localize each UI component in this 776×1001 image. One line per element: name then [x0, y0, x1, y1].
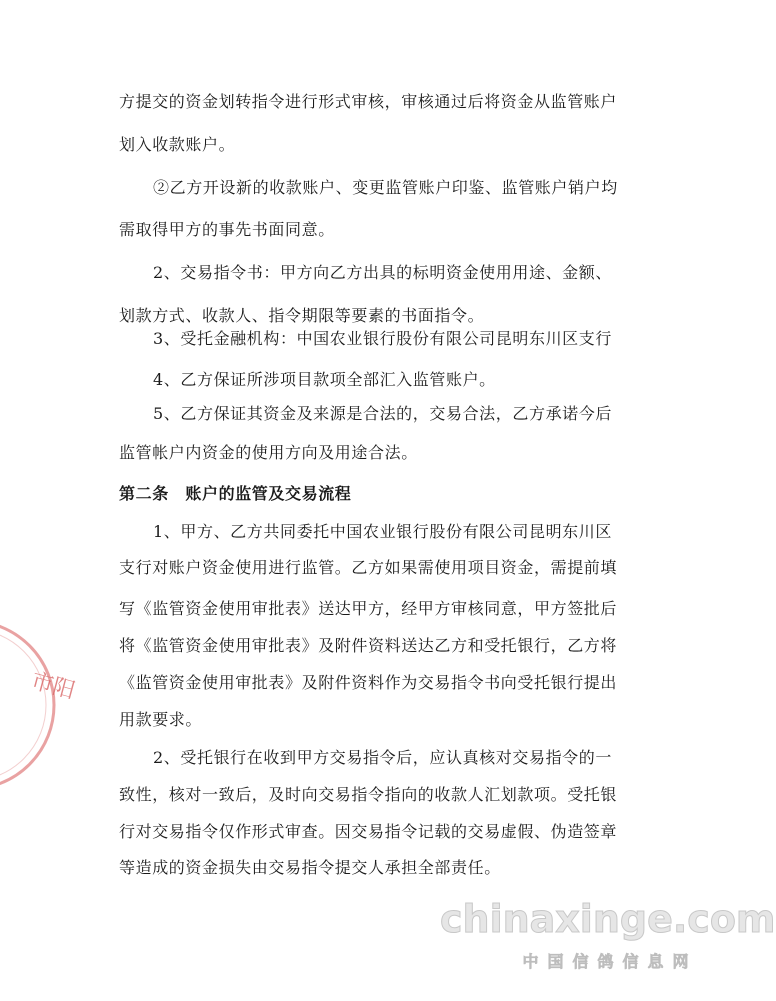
watermark-domain: chinaxinge.com	[440, 897, 776, 941]
official-seal	[0, 615, 78, 795]
body-line-1: 方提交的资金划转指令进行形式审核，审核通过后将资金从监管账户	[119, 92, 618, 111]
body-line-18: 2、受托银行在收到甲方交易指令后，应认真核对交易指令的一	[153, 748, 612, 767]
body-line-17: 用款要求。	[119, 710, 203, 729]
body-line-5: 2、交易指令书：甲方向乙方出具的标明资金使用用途、金额、	[153, 263, 612, 282]
body-line-16: 《监管资金使用审批表》及附件资料作为交易指令书向受托银行提出	[119, 673, 618, 692]
watermark-site-name: 中国信鸽信息网	[522, 952, 698, 971]
body-line-14: 写《监管资金使用审批表》送达甲方，经甲方审核同意，甲方签批后	[119, 599, 618, 618]
body-line-12: 1、甲方、乙方共同委托中国农业银行股份有限公司昆明东川区	[153, 522, 612, 541]
body-line-4: 需取得甲方的事先书面同意。	[119, 220, 335, 239]
body-line-15: 将《监管资金使用审批表》及附件资料送达乙方和受托银行，乙方将	[119, 636, 618, 655]
body-line-7: 3、受托金融机构：中国农业银行股份有限公司昆明东川区支行	[153, 329, 612, 348]
body-line-21: 等造成的资金损失由交易指令提交人承担全部责任。	[119, 858, 501, 877]
body-line-20: 行对交易指令仅作形式审查。因交易指令记载的交易虚假、伪造签章	[119, 822, 618, 841]
body-line-8: 4、乙方保证所涉项目款项全部汇入监管账户。	[153, 370, 496, 389]
body-line-10: 监管帐户内资金的使用方向及用途合法。	[119, 443, 418, 462]
body-line-13: 支行对账户资金使用进行监管。乙方如果需使用项目资金，需提前填	[119, 558, 618, 577]
section-heading: 第二条 账户的监管及交易流程	[119, 484, 352, 503]
body-line-19: 致性，核对一致后，及时向交易指令指向的收款人汇划款项。受托银	[119, 785, 618, 804]
seal-text: 市阳	[28, 668, 78, 705]
body-line-2: 划入收款账户。	[119, 135, 236, 154]
body-line-9: 5、乙方保证其资金及来源是合法的，交易合法，乙方承诺今后	[153, 404, 612, 423]
body-line-6: 划款方式、收款人、指令期限等要素的书面指令。	[119, 306, 485, 325]
body-line-3: ②乙方开设新的收款账户、变更监管账户印鉴、监管账户销户均	[153, 178, 618, 197]
